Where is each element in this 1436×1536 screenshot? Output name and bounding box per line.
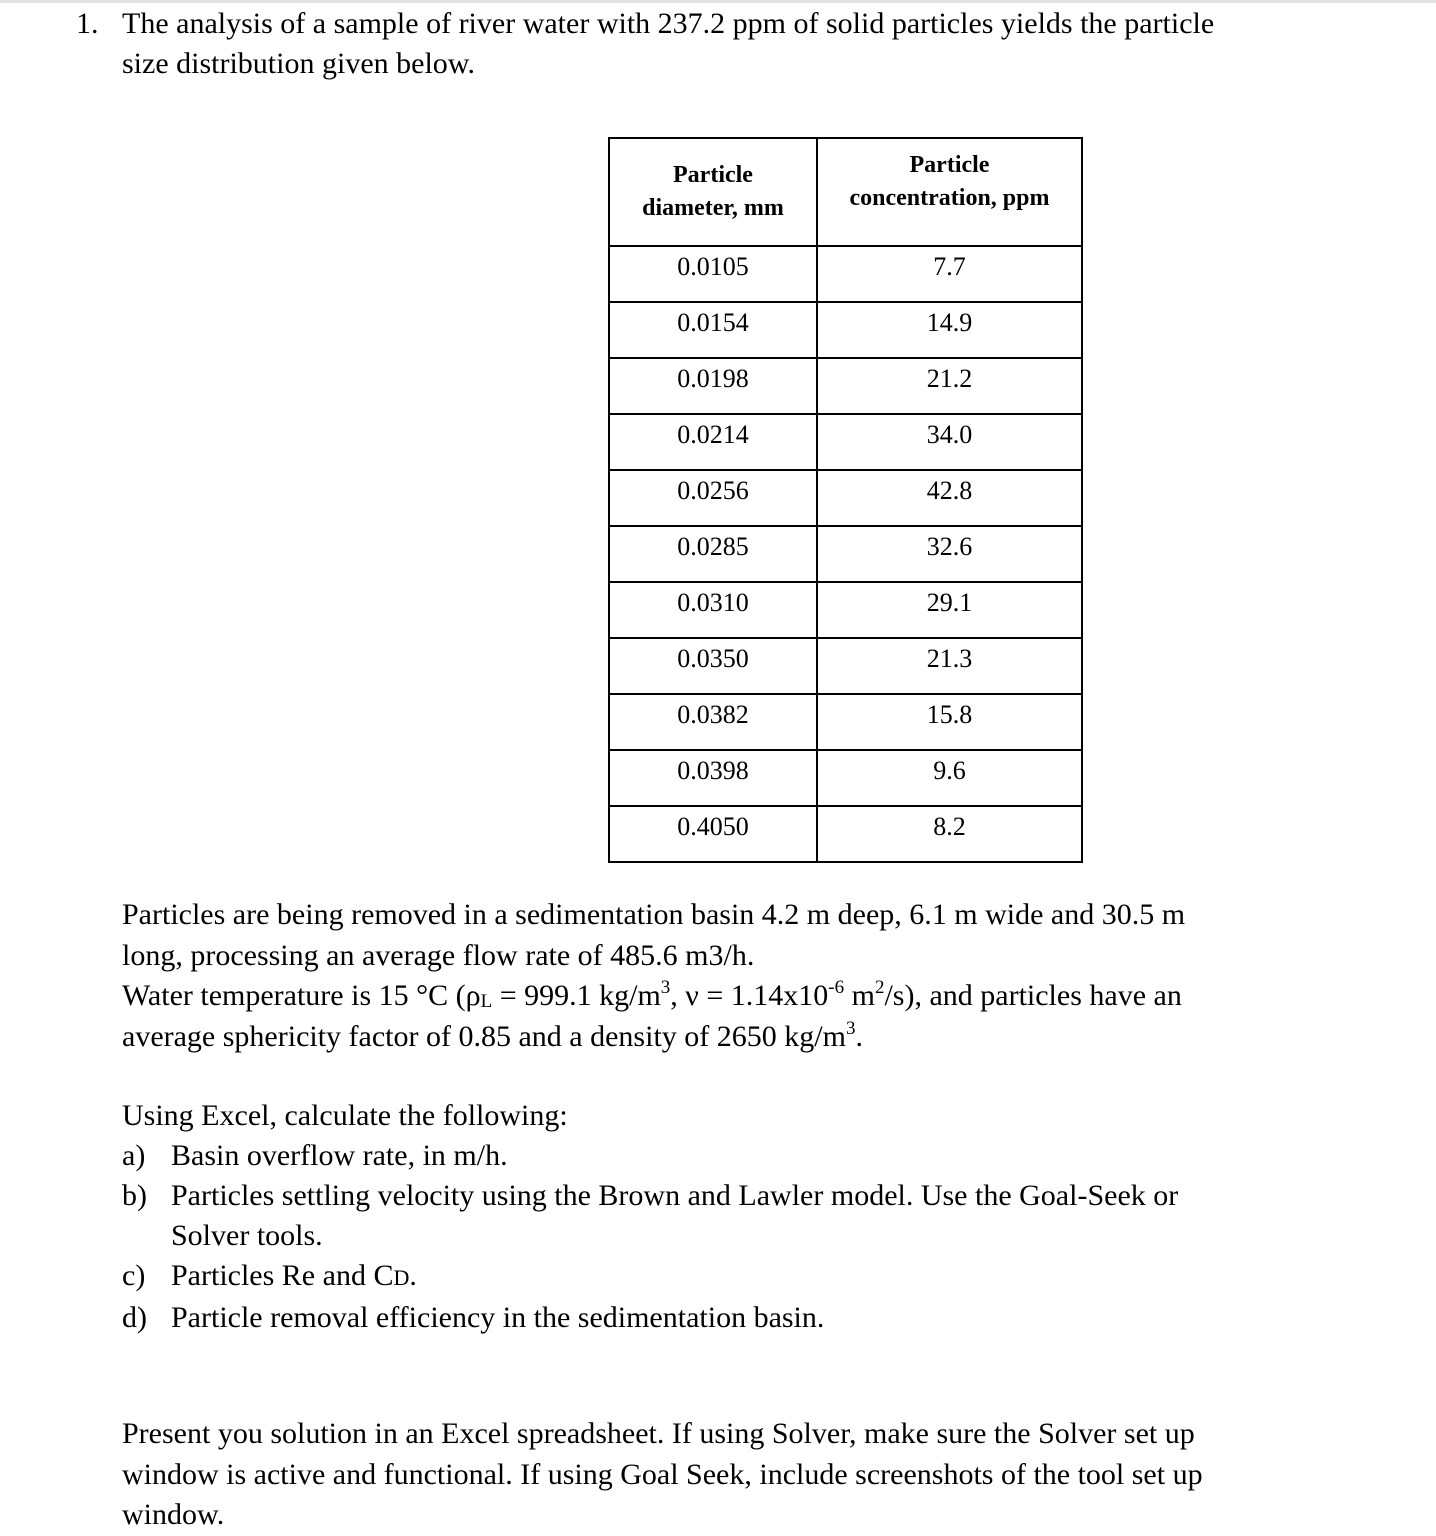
task-c-subscript: D	[393, 1265, 410, 1290]
tasks-intro	[122, 1096, 1282, 1137]
task-b-text-line-2: Solver tools.	[171, 1219, 323, 1252]
basin-line-3	[122, 976, 1282, 1017]
superscript: 3	[660, 977, 671, 998]
basin-line-1: Particles are being removed in a sedimentation basin 4.2 m deep, 6.1 m wide and 30.5 m	[122, 898, 1186, 931]
list-marker: b)	[122, 1179, 147, 1212]
superscript: -6	[828, 977, 845, 998]
task-b-text-line-1: Particles settling velocity using the Brown and Lawler model. Use the Goal-Seek or	[171, 1179, 1179, 1212]
question-text	[122, 4, 1282, 84]
table-row	[609, 638, 1082, 694]
diameter-cell: 0.0198	[609, 358, 817, 414]
concentration-cell: 9.6	[817, 750, 1082, 806]
task-d-text: Particle removal efficiency in the sedimentation basin.	[171, 1301, 825, 1334]
superscript: 3	[845, 1017, 856, 1039]
basin-line-2: long, processing an average flow rate of 485.6 m3/h.	[122, 938, 755, 972]
question-number: 1.	[76, 7, 99, 40]
tasks-intro-text: Using Excel, calculate the following:	[122, 1099, 568, 1132]
question-line-2: size distribution given below.	[122, 47, 475, 80]
task-c-end: .	[409, 1259, 417, 1292]
diameter-cell: 0.0285	[609, 526, 817, 582]
task-c-text: Particles Re and C	[171, 1259, 394, 1292]
concentration-cell: 34.0	[817, 414, 1082, 470]
diameter-cell: 0.0154	[609, 302, 817, 358]
basin-line-3-part: /s), and particles have an	[884, 979, 1182, 1012]
basin-line-4-part: average sphericity factor of 0.85 and a density of 2650 kg/m	[122, 1019, 846, 1053]
list-marker: a)	[122, 1139, 146, 1172]
concentration-cell: 14.9	[817, 302, 1082, 358]
basin-line-3-part: , ν = 1.14x10	[670, 979, 829, 1012]
concentration-cell: 8.2	[817, 806, 1082, 862]
closing-instructions	[122, 1414, 1282, 1536]
closing-line-3: window.	[122, 1498, 225, 1531]
table-row	[609, 694, 1082, 750]
concentration-cell: 15.8	[817, 694, 1082, 750]
closing-line-1: Present you solution in an Excel spreadsheet. If using Solver, make sure the Solver set up	[122, 1417, 1195, 1450]
header-concentration-line-2: concentration, ppm	[849, 185, 1050, 211]
diameter-cell: 0.0310	[609, 582, 817, 638]
diameter-cell: 0.0214	[609, 414, 817, 470]
list-item	[122, 1298, 1282, 1338]
table-row	[609, 806, 1082, 862]
page-top-border	[0, 0, 1436, 3]
list-marker: d)	[122, 1301, 147, 1334]
header-diameter-line-2: diameter, mm	[642, 195, 784, 221]
table-row	[609, 750, 1082, 806]
concentration-cell: 32.6	[817, 526, 1082, 582]
task-list	[122, 1136, 1282, 1338]
diameter-cell: 0.0382	[609, 694, 817, 750]
list-marker: c)	[122, 1259, 146, 1292]
particle-size-table	[608, 137, 1083, 863]
header-concentration	[817, 138, 1082, 246]
basin-line-3-part: Water temperature is 15 °C (ρ	[122, 979, 481, 1012]
task-a-text: Basin overflow rate, in m/h.	[171, 1139, 508, 1172]
table-row	[609, 526, 1082, 582]
header-diameter-line-1: Particle	[673, 162, 753, 188]
table-row	[609, 358, 1082, 414]
superscript: 2	[874, 977, 885, 998]
list-item	[122, 1256, 1282, 1298]
diameter-cell: 0.0105	[609, 246, 817, 302]
list-item	[122, 1136, 1282, 1176]
question-line-1: The analysis of a sample of river water with 237.2 ppm of solid particles yields the particle	[122, 7, 1215, 40]
diameter-cell: 0.0398	[609, 750, 817, 806]
basin-line-3-part: m	[844, 979, 875, 1012]
rho-subscript: L	[480, 991, 493, 1012]
diameter-cell: 0.4050	[609, 806, 817, 862]
concentration-cell: 21.2	[817, 358, 1082, 414]
table-row	[609, 582, 1082, 638]
list-item	[122, 1176, 1282, 1256]
header-diameter	[609, 138, 817, 246]
concentration-cell: 7.7	[817, 246, 1082, 302]
basin-description	[122, 895, 1282, 1057]
table-header-row	[609, 138, 1082, 246]
table-row	[609, 302, 1082, 358]
header-concentration-line-1: Particle	[909, 152, 990, 178]
concentration-cell: 42.8	[817, 470, 1082, 526]
diameter-cell: 0.0350	[609, 638, 817, 694]
basin-line-4-part: .	[855, 1019, 863, 1053]
basin-line-3-part: = 999.1 kg/m	[492, 979, 661, 1012]
table-row	[609, 414, 1082, 470]
diameter-cell: 0.0256	[609, 470, 817, 526]
table-row	[609, 246, 1082, 302]
basin-line-4	[122, 1017, 1282, 1058]
closing-line-2: window is active and functional. If using Goal Seek, include screenshots of the tool set up	[122, 1457, 1203, 1491]
table-row	[609, 470, 1082, 526]
concentration-cell: 29.1	[817, 582, 1082, 638]
concentration-cell: 21.3	[817, 638, 1082, 694]
